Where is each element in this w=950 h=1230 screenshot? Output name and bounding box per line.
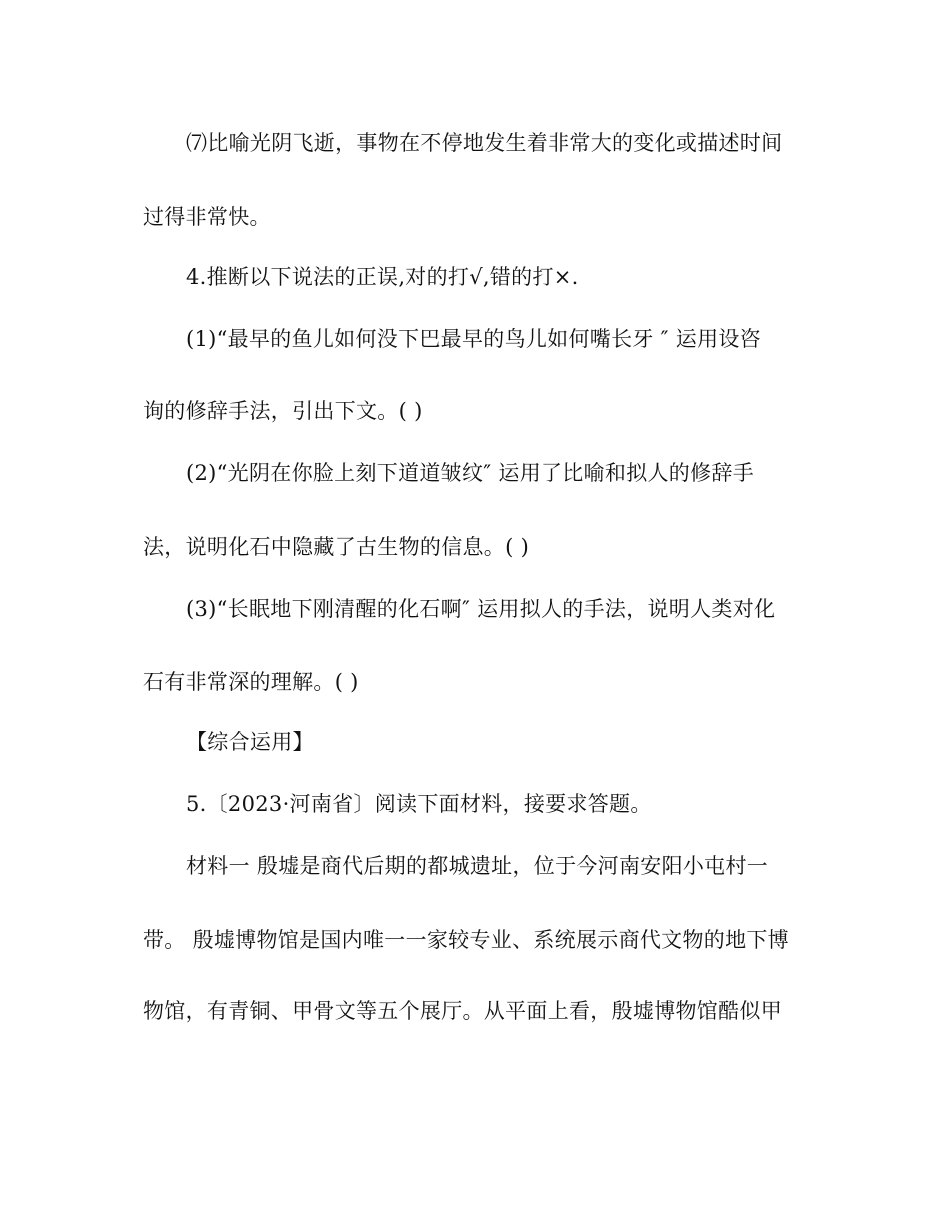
material-text: 带。 殷墟博物馆是国内唯一一家较专业、系统展示商代文物的地下博 — [143, 928, 789, 952]
text-line: 过得非常快。 — [143, 205, 271, 229]
text-line: 法，说明化石中隐藏了古生物的信息。( ) — [143, 535, 530, 559]
question-item: (2)“光阴在你脸上刻下道道皱纹″ 运用了比喻和拟人的修辞手 — [186, 461, 754, 485]
material-text: 物馆，有青铜、甲骨文等五个展厅。从平面上看，殷墟博物馆酷似甲 — [143, 999, 782, 1023]
question-heading: 5.〔2023·河南省〕阅读下面材料，接要求答题。 — [186, 792, 652, 816]
question-item: (3)“长眠地下刚清醒的化石啊″ 运用拟人的手法，说明人类对化 — [186, 597, 776, 621]
question-item: (1)“最早的鱼儿如何没下巴最早的鸟儿如何嘴长牙 ″ 运用设咨 — [186, 327, 761, 351]
material-text: 材料一 殷墟是商代后期的都城遗址，位于今河南安阳小屯村一 — [186, 854, 769, 878]
text-line: 石有非常深的理解。( ) — [143, 670, 359, 694]
text-line: ⑺比喻光阴飞逝，事物在不停地发生着非常大的变化或描述时间 — [186, 131, 783, 155]
question-heading: 4.推断以下说法的正误,对的打√,错的打×. — [186, 265, 579, 289]
text-line: 询的修辞手法，引出下文。( ) — [143, 399, 423, 423]
section-heading: 【综合运用】 — [186, 730, 314, 754]
